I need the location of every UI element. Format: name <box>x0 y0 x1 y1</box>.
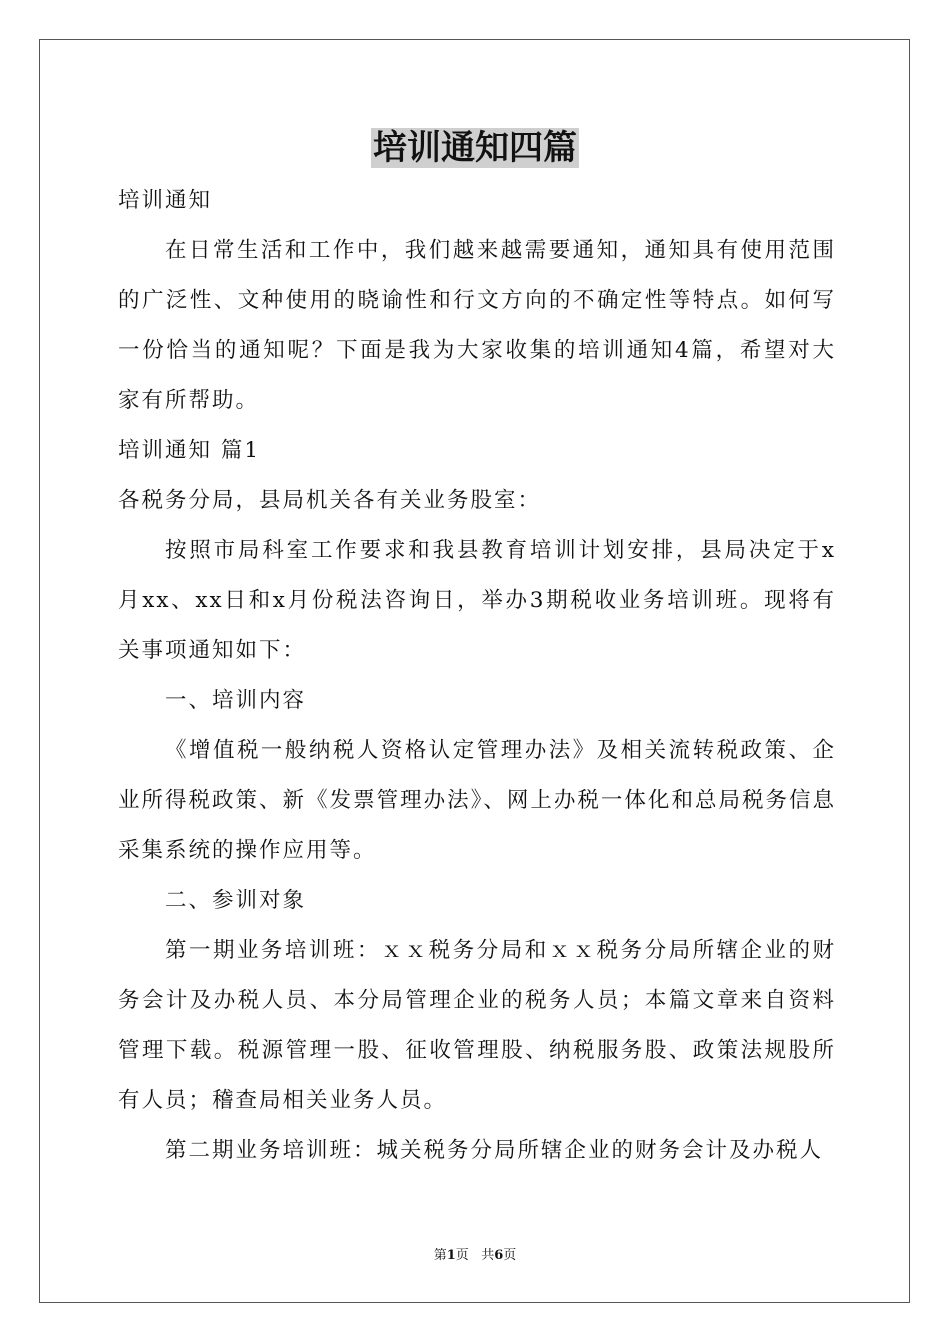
document-body <box>118 176 836 1176</box>
title-text: 培训通知四篇 <box>373 128 577 168</box>
paragraph: 第一期业务培训班：ｘｘ税务分局和ｘｘ税务分局所辖企业的财务会计及办税人员、本分局管理企业的税务人员；本篇文章来自资料管理下载。税源管理一股、征收管理股、纳税服务股、政策法规股所有人员；稽查局相关业务人员。 <box>118 938 836 1113</box>
paragraph: 培训通知 <box>118 188 213 213</box>
total-suffix: 页 <box>503 1248 517 1263</box>
page-suffix: 页 <box>455 1248 469 1263</box>
page-footer <box>0 1247 950 1265</box>
paragraph: 第二期业务培训班：城关税务分局所辖企业的财务会计及办税人 <box>165 1138 824 1163</box>
paragraph: 《增值税一般纳税人资格认定管理办法》及相关流转税政策、企业所得税政策、新《发票管理办法》、网上办税一体化和总局税务信息采集系统的操作应用等。 <box>118 738 836 863</box>
paragraph: 在日常生活和工作中，我们越来越需要通知，通知具有使用范围的广泛性、文种使用的晓谕性和行文方向的不确定性等特点。如何写一份恰当的通知呢？下面是我为大家收集的培训通知4篇，希望对大家有所帮助。 <box>118 238 836 413</box>
paragraph: 按照市局科室工作要求和我县教育培训计划安排，县局决定于x月xx、xx日和x月份税法咨询日，举办3期税收业务培训班。现将有关事项通知如下： <box>118 538 836 663</box>
current-page-number: 1 <box>446 1248 456 1263</box>
document-title <box>0 124 950 172</box>
paragraph: 二、参训对象 <box>165 888 307 913</box>
page-prefix: 第 <box>433 1248 447 1263</box>
paragraph: 培训通知 篇1 <box>118 438 261 463</box>
paragraph: 各税务分局，县局机关各有关业务股室： <box>118 488 542 513</box>
total-prefix: 共 <box>481 1248 495 1263</box>
paragraph: 一、培训内容 <box>165 688 307 713</box>
total-page-number: 6 <box>494 1248 504 1263</box>
